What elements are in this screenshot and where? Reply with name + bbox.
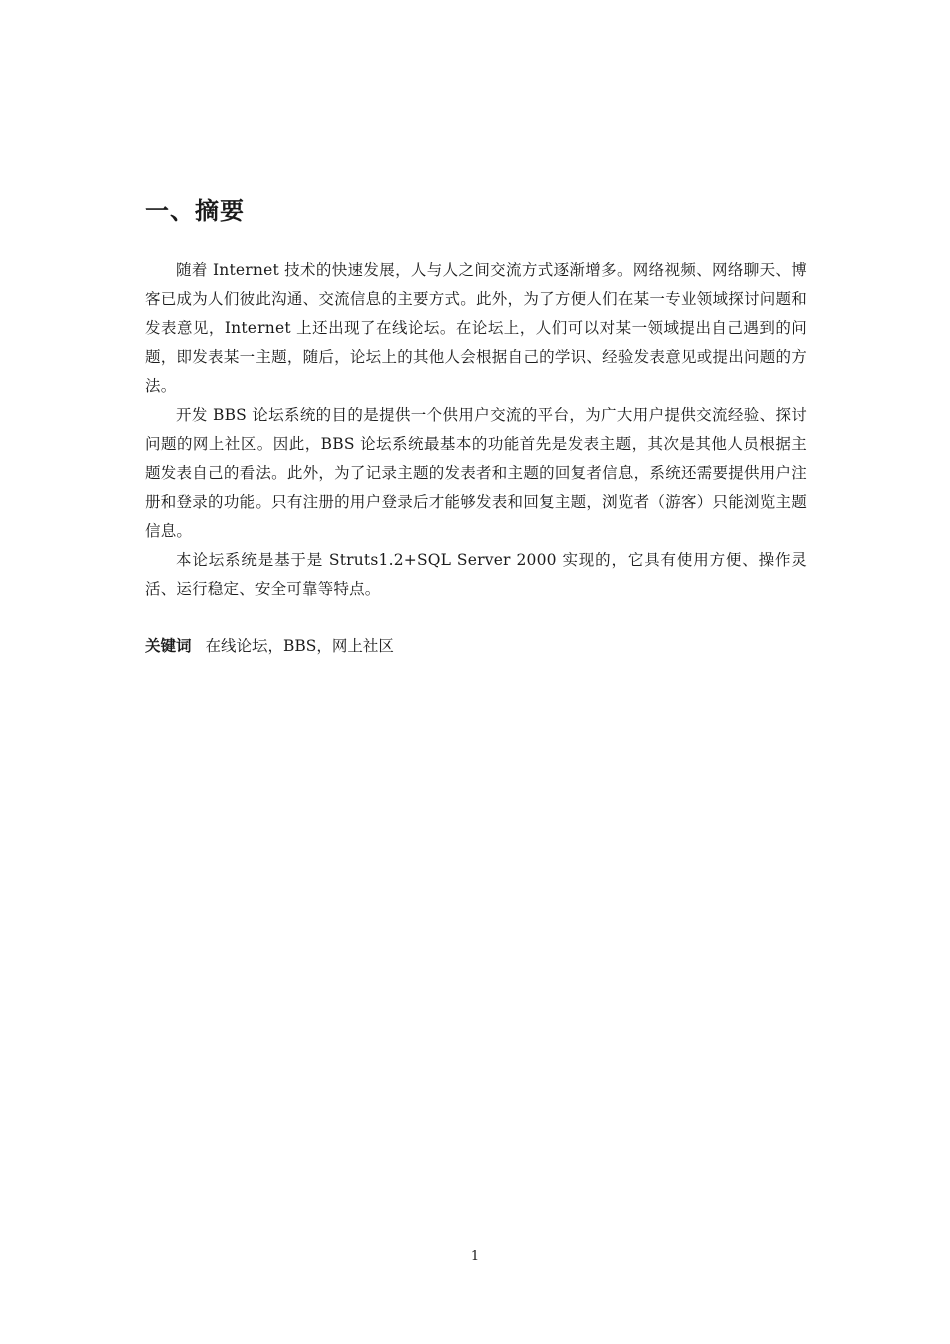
abstract-paragraph-3: 本论坛系统是基于是 Struts1.2+SQL Server 2000 实现的，它具有使用方便、操作灵活、运行稳定、安全可靠等特点。 (145, 551, 807, 598)
abstract-section (145, 196, 807, 661)
abstract-paragraph-1: 随着 Internet 技术的快速发展，人与人之间交流方式逐渐增多。网络视频、网络聊天、博客已成为人们彼此沟通、交流信息的主要方式。此外，为了方便人们在某一专业领域探讨问题和发表意见，Internet 上还出现了在线论坛。在论坛上，人们可以对某一领域提出自己遇到的问题，即发表某一主题，随后，论坛上的其他人会根据自己的学识、经验发表意见或提出问题的方法。 (145, 261, 807, 395)
keywords-value: 在线论坛，BBS，网上社区 (205, 637, 394, 655)
keywords-label: 关键词 (145, 637, 192, 655)
abstract-paragraph-2: 开发 BBS 论坛系统的目的是提供一个供用户交流的平台，为广大用户提供交流经验、探讨问题的网上社区。因此，BBS 论坛系统最基本的功能首先是发表主题，其次是其他人员根据主题发表自己的看法。此外，为了记录主题的发表者和主题的回复者信息，系统还需要提供用户注册和登录的功能。只有注册的用户登录后才能够发表和回复主题，浏览者（游客）只能浏览主题信息。 (145, 406, 807, 540)
section-heading: 一、摘要 (145, 197, 245, 225)
keywords-line (145, 632, 807, 661)
page-number: 1 (470, 1249, 480, 1264)
